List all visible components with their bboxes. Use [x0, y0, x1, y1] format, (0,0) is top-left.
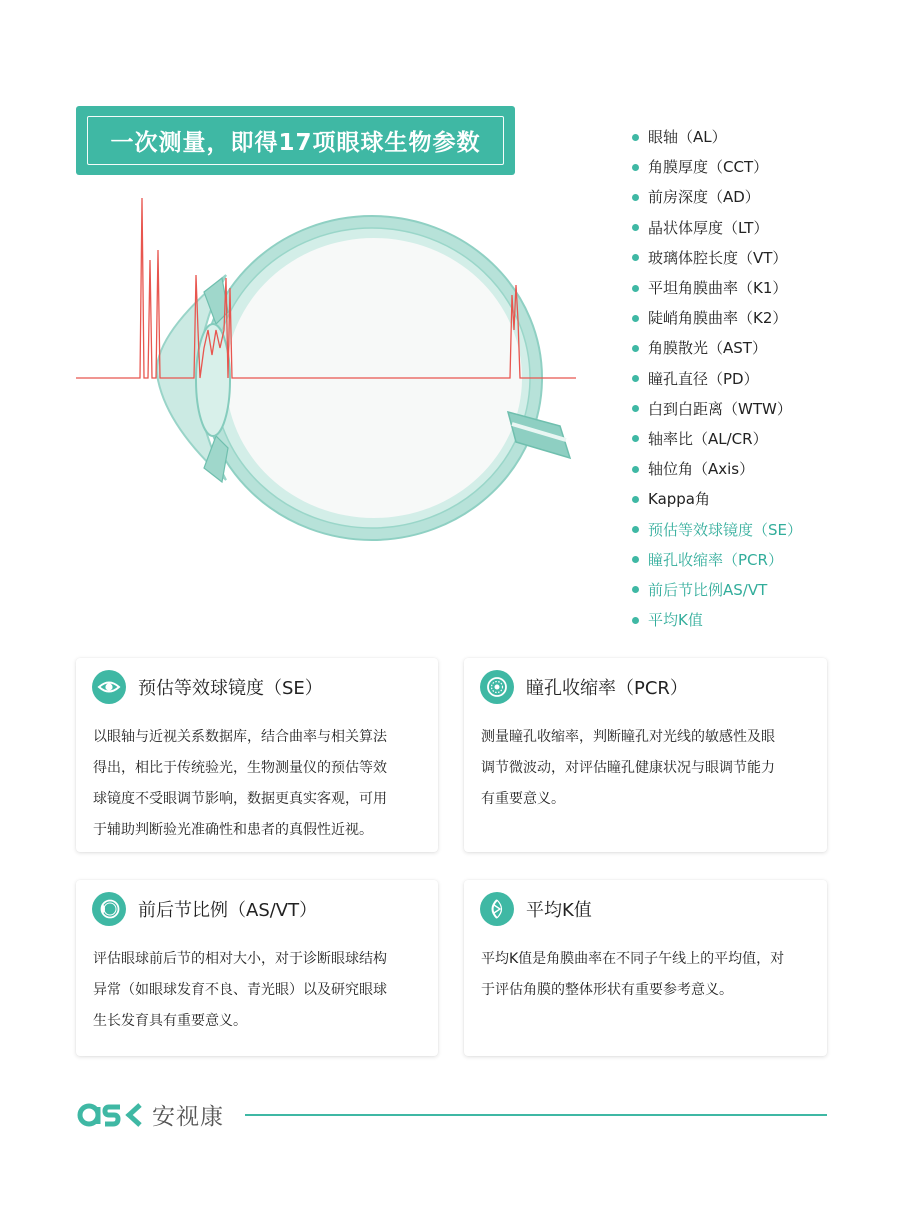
- bullet-dot: [632, 617, 639, 624]
- card-body-line: 有重要意义。: [481, 791, 565, 807]
- parameter-item: [632, 273, 802, 303]
- parameter-item: [632, 454, 802, 484]
- parameter-item: [632, 243, 802, 273]
- card-title: 预估等效球镜度（SE）: [138, 678, 323, 699]
- parameter-item: [632, 484, 802, 514]
- parameter-item: [632, 424, 802, 454]
- bullet-dot: [632, 466, 639, 473]
- card-body-line: 球镜度不受眼调节影响，数据更真实客观，可用: [93, 791, 387, 807]
- cornea-curve-icon: [480, 892, 514, 926]
- card-se: [76, 658, 438, 852]
- card-body-line: 测量瞳孔收缩率，判断瞳孔对光线的敏感性及眼: [481, 729, 775, 745]
- card-title: 前后节比例（AS/VT）: [138, 900, 318, 921]
- parameter-item: [632, 213, 802, 243]
- card-body-line: 得出，相比于传统验光，生物测量仪的预估等效: [93, 760, 387, 776]
- parameter-item-highlight: [632, 605, 802, 635]
- bullet-dot: [632, 315, 639, 322]
- card-body-line: 于辅助判断验光准确性和患者的真假性近视。: [93, 822, 373, 838]
- parameter-item: [632, 182, 802, 212]
- parameter-label: 角膜厚度（CCT）: [648, 158, 769, 177]
- card-body-line: 调节微波动，对评估瞳孔健康状况与眼调节能力: [481, 760, 775, 776]
- parameter-label: 前后节比例AS/VT: [648, 580, 768, 599]
- bullet-dot: [632, 375, 639, 382]
- bullet-dot: [632, 254, 639, 261]
- parameter-label: 平坦角膜曲率（K1）: [648, 279, 788, 298]
- bullet-dot: [632, 345, 639, 352]
- parameter-item: [632, 333, 802, 363]
- eyeball-section-icon: [92, 892, 126, 926]
- parameter-label: 轴位角（Axis）: [648, 460, 755, 479]
- card-body-line: 平均K值是角膜曲率在不同子午线上的平均值，对: [481, 951, 785, 967]
- card-body: [481, 722, 807, 815]
- lens: [196, 324, 230, 436]
- parameter-label: 眼轴（AL）: [648, 128, 727, 147]
- parameter-label: 前房深度（AD）: [648, 188, 760, 207]
- parameter-item: [632, 364, 802, 394]
- brand-name: 安视康: [152, 1104, 224, 1130]
- card-body-line: 于评估角膜的整体形状有重要参考意义。: [481, 982, 733, 998]
- parameter-label: Kappa角: [648, 490, 710, 509]
- parameter-item: [632, 152, 802, 182]
- bullet-dot: [632, 224, 639, 231]
- bullet-dot: [632, 134, 639, 141]
- card-title: 平均K值: [526, 900, 592, 921]
- parameter-item: [632, 394, 802, 424]
- parameter-label: 平均K值: [648, 611, 703, 630]
- bullet-dot: [632, 435, 639, 442]
- card-body-line: 生长发育具有重要意义。: [93, 1013, 247, 1029]
- card-body-line: 以眼轴与近视关系数据库，结合曲率与相关算法: [93, 729, 387, 745]
- card-body: [93, 722, 418, 846]
- card-body: [93, 944, 418, 1037]
- parameter-label: 白到白距离（WTW）: [648, 399, 792, 418]
- ask-logo-mark: [76, 1099, 144, 1131]
- parameter-list: [632, 122, 802, 635]
- footer-logo: [76, 1098, 224, 1131]
- card-body-line: 异常（如眼球发育不良、青光眼）以及研究眼球: [93, 982, 387, 998]
- parameter-label: 轴率比（AL/CR）: [648, 429, 768, 448]
- parameter-item: [632, 303, 802, 333]
- bullet-dot: [632, 586, 639, 593]
- bullet-dot: [632, 164, 639, 171]
- card-title: 瞳孔收缩率（PCR）: [526, 678, 688, 699]
- parameter-label: 玻璃体腔长度（VT）: [648, 248, 788, 267]
- parameter-item-highlight: [632, 545, 802, 575]
- bullet-dot: [632, 405, 639, 412]
- card-mean-k: [464, 880, 827, 1056]
- parameter-item: [632, 122, 802, 152]
- card-body: [481, 944, 807, 1006]
- pupil-icon: [480, 670, 514, 704]
- eye-icon: [92, 670, 126, 704]
- card-pcr: [464, 658, 827, 852]
- parameter-label: 瞳孔收缩率（PCR）: [648, 550, 783, 569]
- bullet-dot: [632, 194, 639, 201]
- footer-divider: [245, 1114, 827, 1116]
- bullet-dot: [632, 526, 639, 533]
- bullet-dot: [632, 496, 639, 503]
- parameter-label: 晶状体厚度（LT）: [648, 218, 769, 237]
- parameter-item-highlight: [632, 575, 802, 605]
- page-title: 一次测量，即得17项眼球生物参数: [87, 116, 504, 165]
- parameter-item-highlight: [632, 514, 802, 544]
- card-body-line: 评估眼球前后节的相对大小，对于诊断眼球结构: [93, 951, 387, 967]
- parameter-label: 瞳孔直径（PD）: [648, 369, 759, 388]
- bullet-dot: [632, 285, 639, 292]
- bullet-dot: [632, 556, 639, 563]
- parameter-label: 预估等效球镜度（SE）: [648, 520, 802, 539]
- parameter-label: 陡峭角膜曲率（K2）: [648, 309, 788, 328]
- parameter-label: 角膜散光（AST）: [648, 339, 767, 358]
- eye-cross-section-diagram: [76, 180, 576, 600]
- title-banner: [76, 106, 515, 175]
- card-as-vt: [76, 880, 438, 1056]
